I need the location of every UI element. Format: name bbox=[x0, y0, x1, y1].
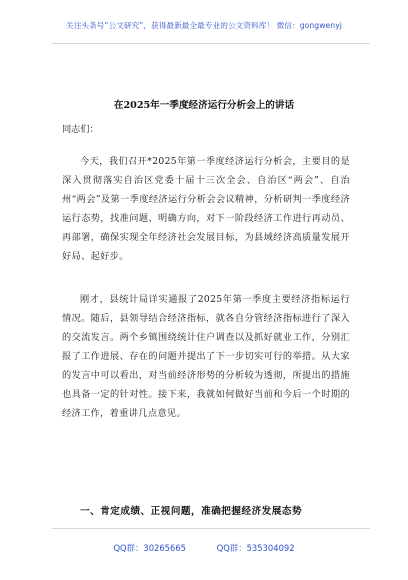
header-banner: 关注头条号“公文研究”，获得最新最全最专业的公文资料库！ 微信：gongwenyj bbox=[66, 21, 342, 30]
header-divider bbox=[52, 43, 370, 44]
footer bbox=[0, 542, 408, 554]
document-title: 在2025年一季度经济运行分析会上的讲话 bbox=[113, 100, 295, 111]
paragraph-1: 今天，我们召开*2025年第一季度经济运行分析会，主要目的是深入贯彻落实自治区党委十届十三次全会、自治区“两会”、自治州“两会”及第一季度经济运行分析会会议精神，分析研判一季度经济运行态势，找准问题、明确方向，对下一阶段经济工作进行再动员、再部署，确保实现全年经济社会发展目标，为县域经济高质量发展开好局、起好步。 bbox=[62, 156, 350, 262]
footer-divider bbox=[52, 528, 370, 529]
footer-qq-group-1: QQ群：30265665 bbox=[113, 543, 186, 553]
footer-qq-group-2: QQ群：535304092 bbox=[216, 543, 295, 553]
salutation: 同志们： bbox=[62, 124, 99, 135]
section-heading: 一、肯定成绩、正视问题，准确把握经济发展态势 bbox=[80, 506, 303, 517]
paragraph-2: 刚才，县统计局详实通报了2025年第一季度主要经济指标运行情况。随后，县领导结合经济指标，就各自分管经济指标进行了深入的交流发言。两个乡镇围绕统计住户调查以及抓好就业工作，分别汇报了工作进展、存在的问题并提出了下一步切实可行的举措。从大家的发言中可以看出，对当前经济形势的分析较为透彻，所提出的措施也具备一定的针对性。接下来，我就如何做好当前和今后一个时期的经济工作，着重讲几点意见。 bbox=[62, 294, 350, 419]
